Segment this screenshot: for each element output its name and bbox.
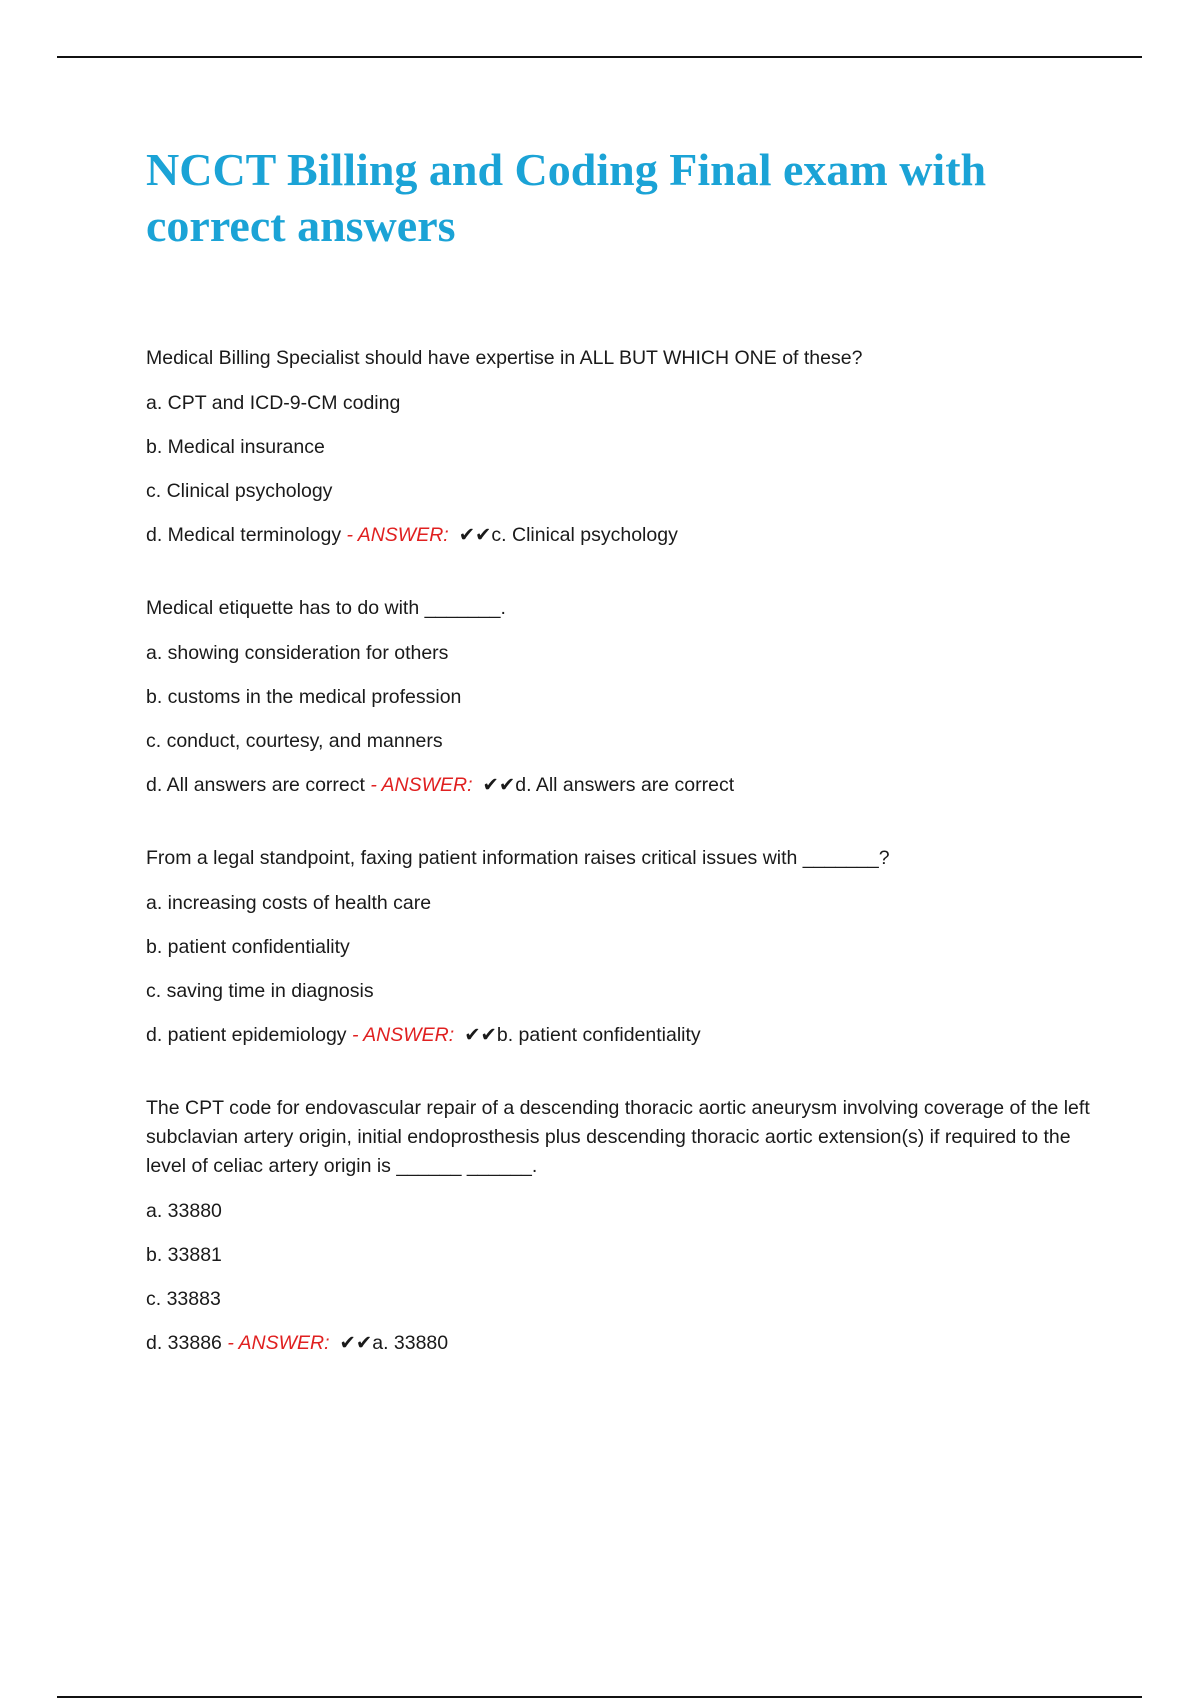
double-check-icon: ✔✔ <box>482 774 516 796</box>
option-a: a. CPT and ICD-9-CM coding <box>146 392 401 414</box>
answer-separator: - <box>221 1332 239 1354</box>
question-text: Medical etiquette has to do with _______. <box>146 597 506 619</box>
correct-answer: a. 33880 <box>372 1332 449 1354</box>
correct-answer: b. patient confidentiality <box>496 1024 701 1046</box>
footer-rule <box>57 1696 1142 1698</box>
option-a: a. increasing costs of health care <box>146 892 432 914</box>
answer-label: ANSWER: <box>238 1332 330 1354</box>
question-2 <box>146 594 1096 800</box>
header-rule <box>57 56 1142 58</box>
correct-answer: d. All answers are correct <box>515 774 735 796</box>
option-b: b. customs in the medical profession <box>146 686 462 708</box>
option-a: a. 33880 <box>146 1200 222 1222</box>
option-b: b. 33881 <box>146 1244 222 1266</box>
question-3 <box>146 844 1096 1050</box>
option-d: d. patient epidemiology <box>146 1024 347 1046</box>
option-c: c. conduct, courtesy, and manners <box>146 730 443 752</box>
answer-label: ANSWER: <box>381 774 473 796</box>
correct-answer: c. Clinical psychology <box>491 524 678 546</box>
option-d-with-answer <box>146 771 1096 800</box>
double-check-icon: ✔✔ <box>458 524 492 546</box>
option-c: c. 33883 <box>146 1288 221 1310</box>
double-check-icon: ✔✔ <box>339 1332 373 1354</box>
option-b: b. patient confidentiality <box>146 936 350 958</box>
option-d: d. 33886 <box>146 1332 222 1354</box>
answer-label: ANSWER: <box>363 1024 455 1046</box>
option-a: a. showing consideration for others <box>146 642 449 664</box>
question-4 <box>146 1094 1096 1358</box>
question-text: The CPT code for endovascular repair of a descending thoracic aortic aneurysm involving coverage of the left subclavian artery origin, initial endoprosthesis plus descending thoracic aortic extension(s) if required to the level of celiac artery origin is ______ ______. <box>146 1097 1090 1177</box>
option-d-with-answer <box>146 1021 1096 1050</box>
question-text: Medical Billing Specialist should have expertise in ALL BUT WHICH ONE of these? <box>146 347 863 369</box>
questions-list <box>146 344 1096 1402</box>
answer-separator: - <box>341 524 358 546</box>
question-text: From a legal standpoint, faxing patient information raises critical issues with _______? <box>146 847 890 869</box>
option-d-with-answer <box>146 1329 1096 1358</box>
question-1 <box>146 344 1096 550</box>
answer-label: ANSWER: <box>357 524 449 546</box>
option-c: c. saving time in diagnosis <box>146 980 374 1002</box>
option-c: c. Clinical psychology <box>146 480 333 502</box>
option-d: d. Medical terminology <box>146 524 342 546</box>
document-title: NCCT Billing and Coding Final exam with correct answers <box>146 144 987 251</box>
option-b: b. Medical insurance <box>146 436 325 458</box>
answer-separator: - <box>364 774 382 796</box>
option-d-with-answer <box>146 521 1096 550</box>
option-d: d. All answers are correct <box>146 774 365 796</box>
answer-separator: - <box>346 1024 364 1046</box>
double-check-icon: ✔✔ <box>464 1024 497 1046</box>
